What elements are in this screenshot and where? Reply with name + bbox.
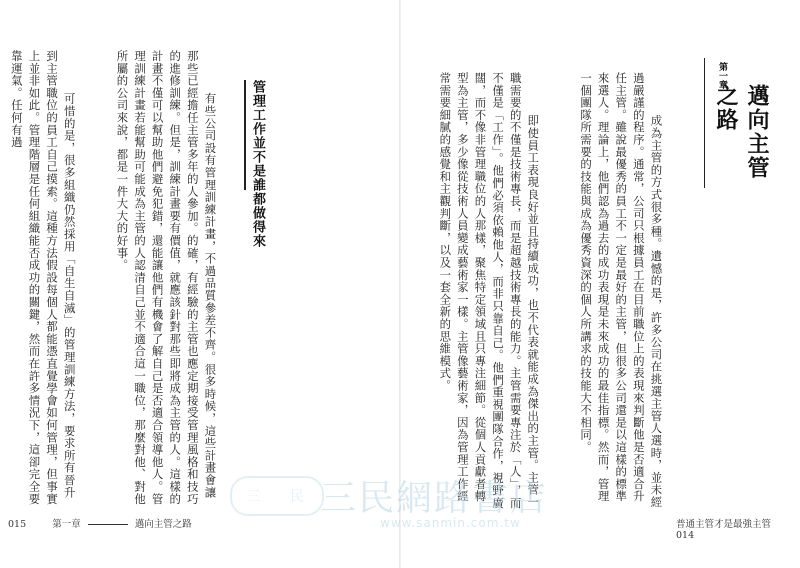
right-paragraph-2: 即使員工表現良好並且持續成功，也不代表就能成為傑出的主管。主管一職需要的不僅是技術專長，而是超越技術專長的能力。主管需要專注於「人」，而不僅是「工作」。他們必須依賴他人，而非只靠自己。他們重視團隊合作，視野廣闊，而不像非管理職位的人那樣，聚焦特定領域且只專注細節。從個人貢獻者轉型為主管，多少像從技術人員變成藝術家一樣。主管像藝術家，因為管理工作經常需要細膩的感覺和主觀判斷，以及一套全新的思維模式。 bbox=[438, 72, 541, 510]
footer-rule bbox=[88, 524, 128, 525]
watermark bbox=[230, 470, 590, 540]
left-paragraph-1: 有些公司設有管理訓練計畫，不過品質參差不齊。很多時候，這些計畫會讓那些已經擔任主管多年的人參加。的確，有經驗的主管也應定期接受管理風格和技巧的進修訓練。但是，訓練計畫要有價值，就應該針對那些即將成為主管的人。這樣的計畫不僅可以幫助他們避免犯錯，還能讓他們有機會了解自己是否適合領導他人。管理訓練計畫若能幫助可能成為主管的人認清自己並不適合這一職位，那麼對他、對他所屬的公司來說，都是一件大大的好事。 bbox=[115, 50, 218, 506]
left-page-body bbox=[9, 50, 236, 510]
watermark-url: www.sanmin.com.tw bbox=[380, 516, 521, 530]
sanmin-logo-icon bbox=[230, 476, 324, 516]
watermark-text: 三民網路書店 bbox=[320, 478, 549, 519]
right-paragraph-1: 成為主管的方式很多種。遺憾的是，許多公司在挑選主管人選時，並未經過嚴謹的程序。通常，公司只根據員工在目前職位上的表現來判斷他是否適合升任主管。雖說最優秀的員工不一定是最好的主管，但很多公司還是以這樣的標準來選人。理論上，他們認為過去的成功表現是未來成功的最佳指標。然而，管理一個團隊所需要的技能與成為優秀資深的個人所講求的技能大不相同。 bbox=[579, 72, 664, 509]
chapter-title: 邁向主管之路 bbox=[713, 84, 769, 180]
logo-char: 民 bbox=[290, 489, 304, 505]
right-footer-title: 普通主管才是最強主管 bbox=[676, 519, 772, 530]
left-paragraph-2: 可惜的是，很多組織仍然採用「自生自滅」的管理訓練方法，要求所有晉升到主管職位的員工自己摸索。這種方法假設每個人都能憑直覺學會如何管理，但事實上並非如此。管理階層是任何組織能否成功的關鍵，然而在許多情況下，這卻完全要靠運氣。任何有過 bbox=[9, 50, 77, 506]
chapter-title-block bbox=[700, 58, 769, 188]
logo-char: 三 bbox=[246, 489, 260, 505]
left-footer bbox=[8, 516, 192, 530]
left-footer-title: 邁向主管之路 bbox=[134, 519, 192, 530]
section-heading-bar bbox=[244, 80, 246, 190]
section-heading: 管理工作並不是誰都做得來 bbox=[250, 80, 265, 248]
left-page-number: 015 bbox=[8, 519, 27, 530]
left-footer-chapter: 第一章 bbox=[52, 519, 81, 530]
right-footer bbox=[676, 516, 800, 541]
chapter-label: 第一章 bbox=[717, 62, 727, 89]
right-page-body bbox=[420, 72, 682, 512]
chapter-rule bbox=[704, 58, 705, 188]
right-page-number: 014 bbox=[676, 530, 695, 541]
